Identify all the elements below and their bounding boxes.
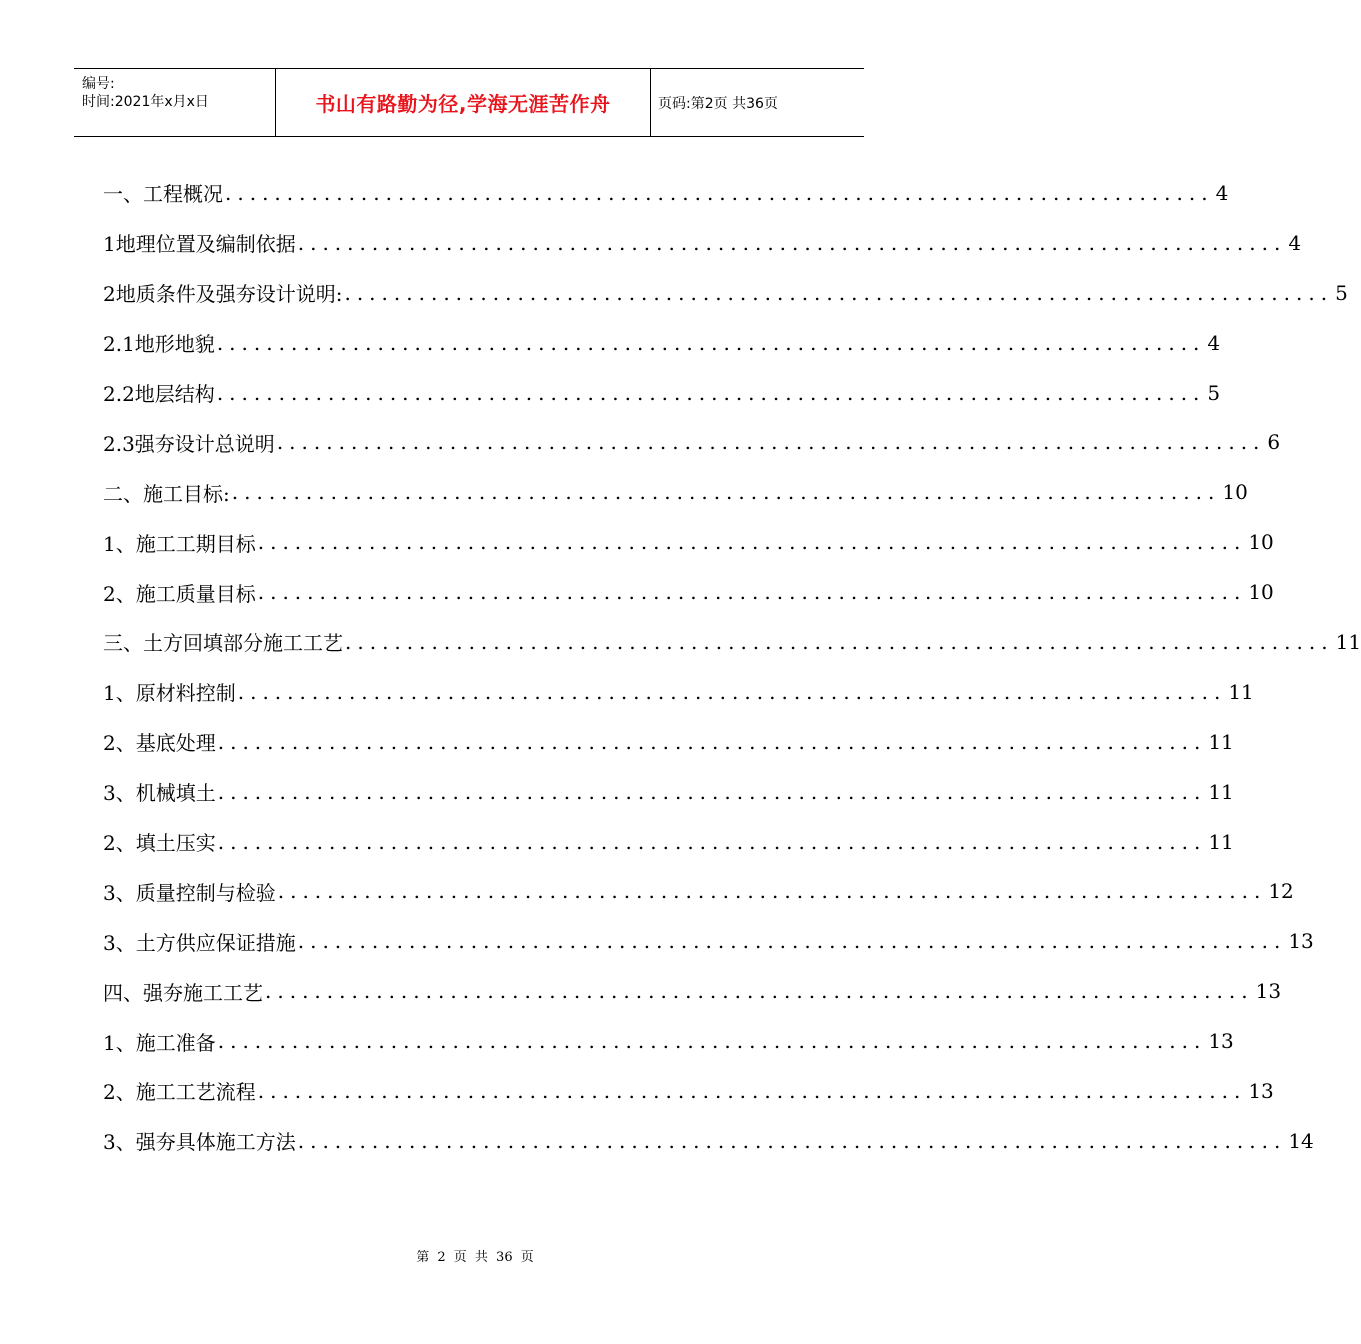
toc-entry-page: 11 — [1208, 729, 1234, 754]
toc-entry[interactable] — [103, 966, 1282, 1016]
header-page-info: 页码:第2页 共36页 — [658, 95, 778, 112]
toc-entry[interactable] — [103, 817, 1234, 867]
header-motto: 书山有路勤为径,学海无涯苦作舟 — [315, 92, 611, 116]
toc-entry[interactable] — [103, 417, 1281, 467]
toc-leader-dots: ................................................................................ — [344, 280, 1334, 305]
toc-entry-page: 4 — [1207, 330, 1221, 355]
toc-entry[interactable] — [103, 168, 1229, 218]
toc-entry-title: 2.2地层结构 — [103, 382, 215, 406]
time-label: 时间:2021年x月x日 — [82, 94, 209, 110]
toc-leader-dots: ................................................................................ — [217, 1029, 1207, 1054]
toc-entry-title: 3、质量控制与检验 — [103, 880, 276, 905]
toc-entry[interactable] — [103, 467, 1248, 517]
toc-leader-dots: ................................................................................ — [276, 430, 1266, 455]
toc-entry-title: 1、施工准备 — [103, 1030, 216, 1055]
toc-entry-page: 11 — [1208, 779, 1234, 804]
toc-entry-page: 13 — [1248, 1078, 1274, 1103]
toc-entry[interactable] — [103, 617, 1361, 667]
toc-entry-title: 3、机械填土 — [103, 781, 216, 806]
toc-entry[interactable] — [103, 667, 1254, 717]
toc-entry[interactable] — [103, 1016, 1234, 1066]
toc-entry-page: 6 — [1267, 430, 1281, 455]
toc-entry[interactable] — [103, 866, 1294, 916]
toc-entry-title: 四、强夯施工工艺 — [103, 980, 263, 1005]
toc-entry[interactable] — [103, 567, 1274, 617]
page-header — [74, 68, 864, 137]
toc-entry-page: 11 — [1208, 829, 1234, 854]
toc-entry-title: 2、施工工艺流程 — [103, 1080, 256, 1105]
toc-entry-title: 2.3强夯设计总说明 — [103, 431, 275, 456]
toc-leader-dots: ................................................................................ — [257, 530, 1247, 555]
toc-entry-page: 14 — [1288, 1128, 1314, 1153]
toc-entry-title: 2、基底处理 — [103, 731, 216, 756]
toc-leader-dots: ................................................................................ — [217, 779, 1207, 804]
toc-leader-dots: ................................................................................ — [231, 480, 1221, 505]
toc-entry[interactable] — [103, 717, 1234, 767]
toc-entry-page: 11 — [1335, 629, 1361, 654]
header-right-cell — [650, 69, 864, 136]
toc-leader-dots: ................................................................................ — [297, 230, 1287, 255]
toc-leader-dots: ................................................................................ — [217, 829, 1207, 854]
page-footer: 第 2 页 共 36 页 — [416, 1250, 534, 1265]
toc-entry-page: 13 — [1255, 979, 1282, 1004]
toc-entry[interactable] — [103, 1066, 1274, 1116]
toc-leader-dots: ................................................................................ — [277, 879, 1267, 904]
toc-entry[interactable] — [103, 368, 1221, 418]
toc-entry-title: 2地质条件及强夯设计说明: — [103, 282, 343, 307]
serial-label: 编号: — [82, 76, 115, 92]
toc-leader-dots: ................................................................................ — [345, 629, 1334, 654]
toc-entry[interactable] — [103, 268, 1348, 318]
header-motto-cell — [275, 69, 651, 136]
toc-leader-dots: ................................................................................ — [216, 330, 1206, 355]
toc-entry-page: 13 — [1208, 1029, 1234, 1054]
toc-entry-page: 10 — [1222, 480, 1248, 505]
toc-leader-dots: ................................................................................ — [297, 929, 1287, 954]
toc-leader-dots: ................................................................................ — [297, 1128, 1287, 1153]
toc-entry-title: 三、土方回填部分施工工艺 — [103, 631, 343, 656]
toc-entry[interactable] — [103, 318, 1221, 368]
toc-leader-dots: ................................................................................ — [237, 679, 1227, 704]
toc-entry-title: 2、施工质量目标 — [103, 581, 256, 606]
toc-entry[interactable] — [103, 916, 1314, 966]
toc-entry-page: 10 — [1248, 580, 1274, 605]
toc-entry-page: 5 — [1335, 280, 1348, 305]
toc-leader-dots: ................................................................................ — [225, 180, 1214, 205]
toc-entry-page: 12 — [1268, 879, 1294, 904]
toc-leader-dots: ................................................................................ — [265, 979, 1254, 1004]
toc-entry-title: 1地理位置及编制依据 — [103, 232, 296, 257]
toc-leader-dots: ................................................................................ — [216, 380, 1206, 405]
toc-entry[interactable] — [103, 517, 1274, 567]
toc-entry-title: 一、工程概况 — [103, 182, 223, 207]
toc-entry[interactable] — [103, 767, 1234, 817]
toc-entry-title: 2、填土压实 — [103, 831, 216, 856]
toc-leader-dots: ................................................................................ — [217, 729, 1207, 754]
header-left-cell — [74, 69, 275, 136]
toc-entry-title: 3、强夯具体施工方法 — [103, 1130, 296, 1155]
toc-entry[interactable] — [103, 218, 1302, 268]
toc-leader-dots: ................................................................................ — [257, 1078, 1247, 1103]
toc-entry-page: 4 — [1288, 230, 1302, 255]
toc-entry-title: 二、施工目标: — [103, 481, 230, 506]
toc-entry-title: 3、土方供应保证措施 — [103, 930, 296, 955]
toc-entry-title: 1、施工工期目标 — [103, 531, 256, 556]
toc-entry-page: 11 — [1228, 679, 1254, 704]
toc-entry-title: 1、原材料控制 — [103, 681, 236, 706]
toc-entry-page: 5 — [1207, 380, 1221, 405]
toc-entry-title: 2.1地形地貌 — [103, 332, 215, 357]
toc-entry-page: 10 — [1248, 530, 1274, 555]
toc-entry-page: 13 — [1288, 929, 1314, 954]
table-of-contents — [103, 168, 1361, 1166]
toc-entry-page: 4 — [1215, 180, 1229, 205]
toc-entry[interactable] — [103, 1116, 1314, 1166]
toc-leader-dots: ................................................................................ — [257, 580, 1247, 605]
